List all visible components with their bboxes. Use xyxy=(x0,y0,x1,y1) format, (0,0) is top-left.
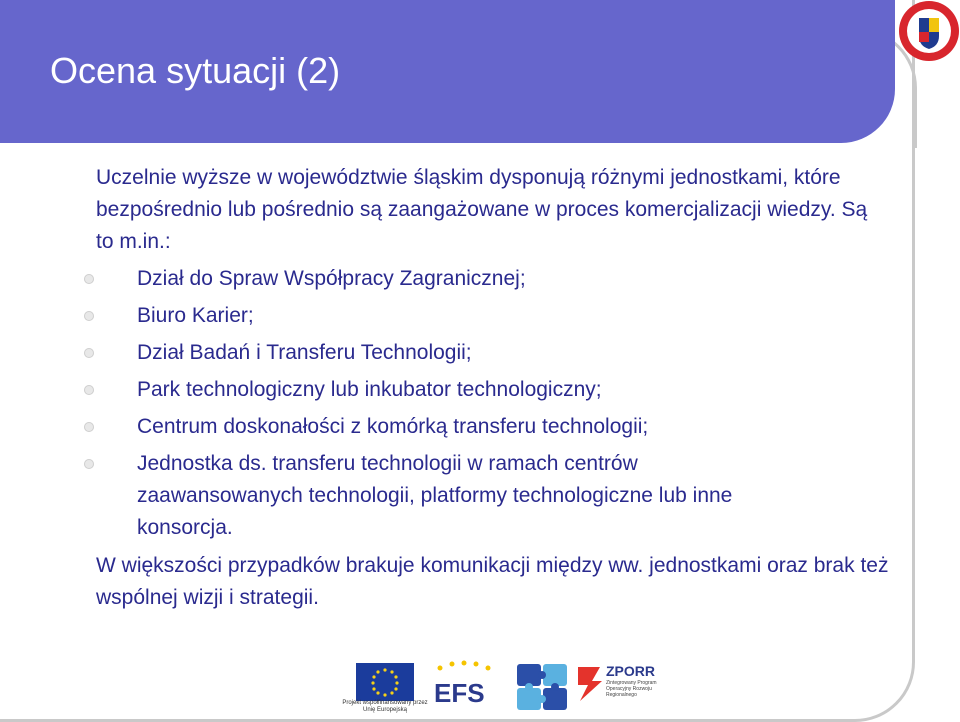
zporr-title: ZPORR xyxy=(606,663,655,679)
list-item xyxy=(0,263,777,295)
closing-paragraph: W większości przypadków brakuje komunikacji między ww. jednostkami oraz brak też wspólnej wizji i strategii. xyxy=(96,554,889,609)
puzzle-logo xyxy=(515,662,571,714)
zporr-subtitle: Zintegrowany Program Operacyjny Rozwoju Regionalnego xyxy=(606,680,657,698)
bullet-text: Biuro Karier; xyxy=(137,304,254,327)
bullet-icon xyxy=(84,459,94,469)
bullet-text: Centrum doskonałości z komórką transferu technologii; xyxy=(137,415,649,438)
eu-flag-logo xyxy=(356,663,414,701)
bullet-icon xyxy=(84,422,94,432)
svg-text:EFS: EFS xyxy=(434,678,485,708)
list-item xyxy=(0,337,777,369)
bullet-text: Dział Badań i Transferu Technologii; xyxy=(137,341,472,364)
bullet-text: Dział do Spraw Współpracy Zagranicznej; xyxy=(137,267,526,290)
bullet-icon xyxy=(84,348,94,358)
list-item xyxy=(0,411,777,443)
bullet-icon xyxy=(84,311,94,321)
bullet-text: Jednostka ds. transferu technologii w ramach centrów zaawansowanych technologii, platformy technologiczne lub inne konsorcja. xyxy=(137,452,733,539)
title-bar xyxy=(0,0,895,143)
list-item xyxy=(0,300,777,332)
list-item xyxy=(0,448,777,544)
bullet-icon xyxy=(84,274,94,284)
city-crest-logo xyxy=(898,0,960,62)
intro-paragraph: Uczelnie wyższe w województwie śląskim dysponują różnymi jednostkami, które bezpośrednio lub pośrednio są zaangażowane w proces komercjalizacji wiedzy. Są to m.in.: xyxy=(96,166,868,253)
zporr-logo xyxy=(576,663,656,715)
efs-logo xyxy=(428,660,498,710)
list-item xyxy=(0,374,777,406)
bullet-text: Park technologiczny lub inkubator technologiczny; xyxy=(137,378,602,401)
zporr-mark-icon xyxy=(576,663,604,703)
bullet-list xyxy=(0,263,777,549)
eu-caption: Projekt współfinansowany przez Unię Europejską xyxy=(342,700,428,713)
slide-title: Ocena sytuacji (2) xyxy=(50,50,341,91)
bullet-icon xyxy=(84,385,94,395)
